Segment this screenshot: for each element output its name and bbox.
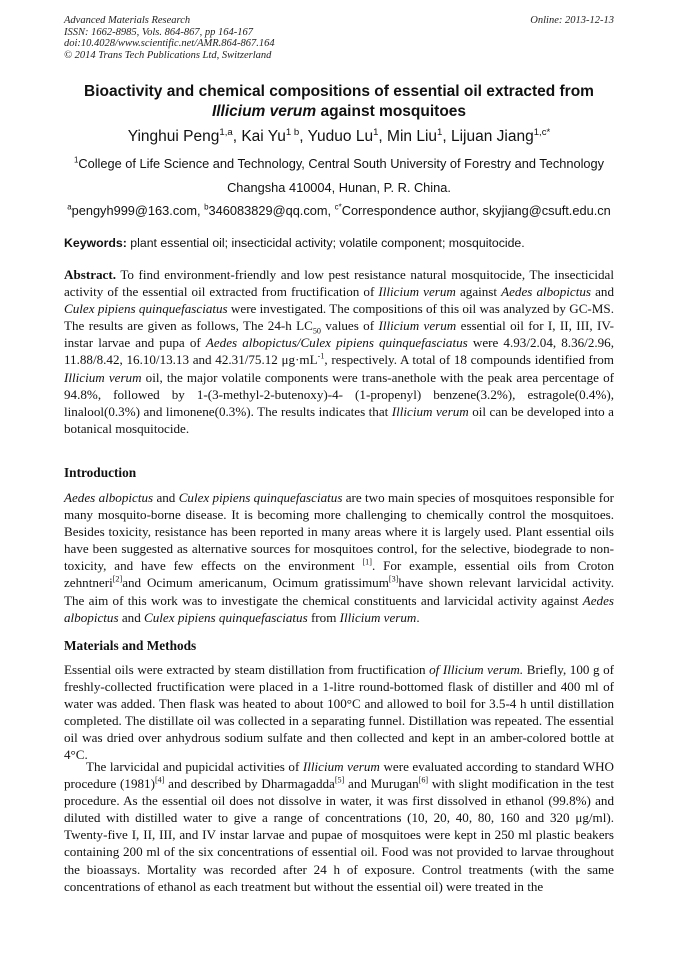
citation-ref: [1]: [362, 558, 372, 568]
affiliation-line-2: Changsha 410004, Hunan, P. R. China.: [227, 180, 451, 195]
citation-ref: [5]: [334, 775, 345, 785]
journal-doi: doi:10.4028/www.scientific.net/AMR.864-867.164: [64, 38, 275, 49]
author-name: Kai Yu: [241, 128, 286, 145]
author-affil-mark: 1,c*: [533, 126, 551, 138]
section-heading-methods: Materials and Methods: [64, 638, 197, 653]
abstract-label: Abstract.: [64, 267, 116, 282]
title-line-2: [40, 102, 638, 122]
author-name: Min Liu: [387, 128, 438, 145]
title-line-1: Bioactivity and chemical compositions of essential oil extracted from: [84, 83, 594, 100]
author-affil-mark: 1: [373, 126, 379, 138]
author-name: Lijuan Jiang: [450, 128, 534, 145]
author-affil-mark: 1,a: [219, 126, 233, 138]
author-list: Yinghui Peng$^{1,a}$, Kai $Yu^{1 b}$, Yuduo Lu$^1$, Min Liu$^1$, Lijuan Jiang$^{1,c*}$: [127, 126, 551, 145]
email-correspondence: Correspondence author, skyjiang@csuft.edu.cn: [341, 203, 611, 218]
keywords: [64, 236, 616, 250]
email-a: pengyh999@163.com,: [71, 203, 205, 218]
methods-paragraph-2: The larvicidal and pupicidal activities of Illicium verum were evaluated according to standard WHO procedure (1981)[4] and described by Dharmagadda[5] and Murugan[6] with slight modification in the test procedure. As the essential oil does not dissolve in water, it was first dissolved in ethanol (99.8%) and diluted with distilled water to give a range of concentrations (10, 20, 40, 80, 160 and 320 μg/ml). Twenty-five I, II, III, and IV instar larvae and pupae of mosquitoes were kept in 250 ml plastic beakers containing 200 ml of the six concentrations of essential oil. Food was not provided to larvae throughout the bioassays. Mortality was recorded after 24 h of exposure. Control treatments (with the same concentrations of ethanol as each treatment but without the essential oil) were treated in the: [64, 759, 615, 894]
author-name: Yinghui Peng: [127, 128, 220, 145]
citation-ref: [6]: [418, 775, 429, 785]
citation-ref: [2]: [112, 575, 123, 585]
email-b: 346083829@qq.com,: [208, 203, 335, 218]
keywords-text: plant essential oil; insecticidal activity; volatile component; mosquitocide.: [126, 236, 525, 250]
affiliation-line-1: $^1$College of Life Science and Technology, Central South University of Forestry and Technology: [73, 155, 605, 171]
online-date: Online: 2013-12-13: [530, 15, 614, 26]
journal-header: [64, 15, 275, 61]
affiliation-mark: 1: [73, 155, 79, 165]
journal-issn: ISSN: 1662-8985, Vols. 864-867, pp 164-167: [64, 26, 253, 38]
methods-paragraph-1: Essential oils were extracted by steam distillation from fructification of Illicium verum. Briefly, 100 g of freshly-collected fructification were placed in a 1-litre round-bottomed flask of distiller and 400 ml of water was added. Then flask was heated to about 100°C and allowed to boil for 3.5-4 h until distillation completed. The distillate oil was collected in a separating funnel. Distillation was repeated. The essential oil was dried over anhydrous sodium sulfate and then collected and kept in an amber-colored bottle at 4°C.: [64, 662, 615, 763]
abstract: Abstract. To find environment-friendly and low pest resistance natural mosquitocide, The insecticidal activity of the essential oil extracted from fructification of Illicium verum against Aedes albopictus and Culex pipiens quinquefasciatus were investigated. The compositions of this oil was analyzed by GC-MS. The results are given as follows, The 24-h $LC_{50}$ values of Illicium verum essential oil for I, II, III, IV-instar larvae and pupa of Aedes albopictus/Culex pipiens quinquefasciatus were 4.93/2.04, 8.36/2.96, 11.88/8.42, 16.10/13.13 and 42.31/75.12 $\mu g\cdot mL^{-1}$, respectively. A total of 18 compounds identified from Illicium verum oil, the major volatile components were trans-anethole with the peak area percentage of 94.8%, followed by 1-(3-methyl-2-butenoxy)-4- (1-propenyl) benzene(3.2%), estragole(0.4%), linalool(0.3%) and limonene(0.3%). The results indicates that Illicium verum oil can be developed into a botanical mosquitocide.: [64, 267, 615, 436]
title-species: Illicium verum: [211, 103, 317, 120]
title-line-2-rest: against mosquitoes: [316, 103, 467, 120]
journal-copyright: © 2014 Trans Tech Publications Ltd, Switzerland: [64, 49, 272, 61]
author-affil-mark: 1: [437, 126, 443, 138]
keywords-label: Keywords:: [64, 236, 127, 250]
journal-name: Advanced Materials Research: [64, 15, 191, 26]
author-name: Yuduo Lu: [307, 128, 374, 145]
author-affil-mark: 1 b: [285, 126, 300, 138]
section-heading-introduction: Introduction: [64, 465, 137, 480]
citation-ref: [4]: [154, 775, 165, 785]
paper-title: [40, 82, 638, 122]
author-emails: $^a$pengyh999@163.com, $^b$346083829@qq.com, $^{c*}$Correspondence author, skyjiang@csuft.edu.cn: [67, 202, 611, 218]
citation-ref: [3]: [388, 575, 399, 585]
introduction-text: Aedes albopictus and Culex pipiens quinquefasciatus are two main species of mosquitoes responsible for many mosquito-borne disease. It is becoming more challenging to chemically control the mosquitoes. Besides toxicity, resistance has been reported in many areas where it is largely used. Plant essential oils have been suggested as alternative sources for mosquitoes control, for the selective, biodegrade to non-toxicity, and have few effects on the environment [1]. For example, essential oils from Croton zehntneri[2]and Ocimum americanum, Ocimum gratissimum[3]have shown relevant larvicidal activity. The aim of this work was to investigate the chemical constituents and larvicidal activity against Aedes albopictus and Culex pipiens quinquefasciatus from Illicium verum.: [64, 490, 615, 625]
